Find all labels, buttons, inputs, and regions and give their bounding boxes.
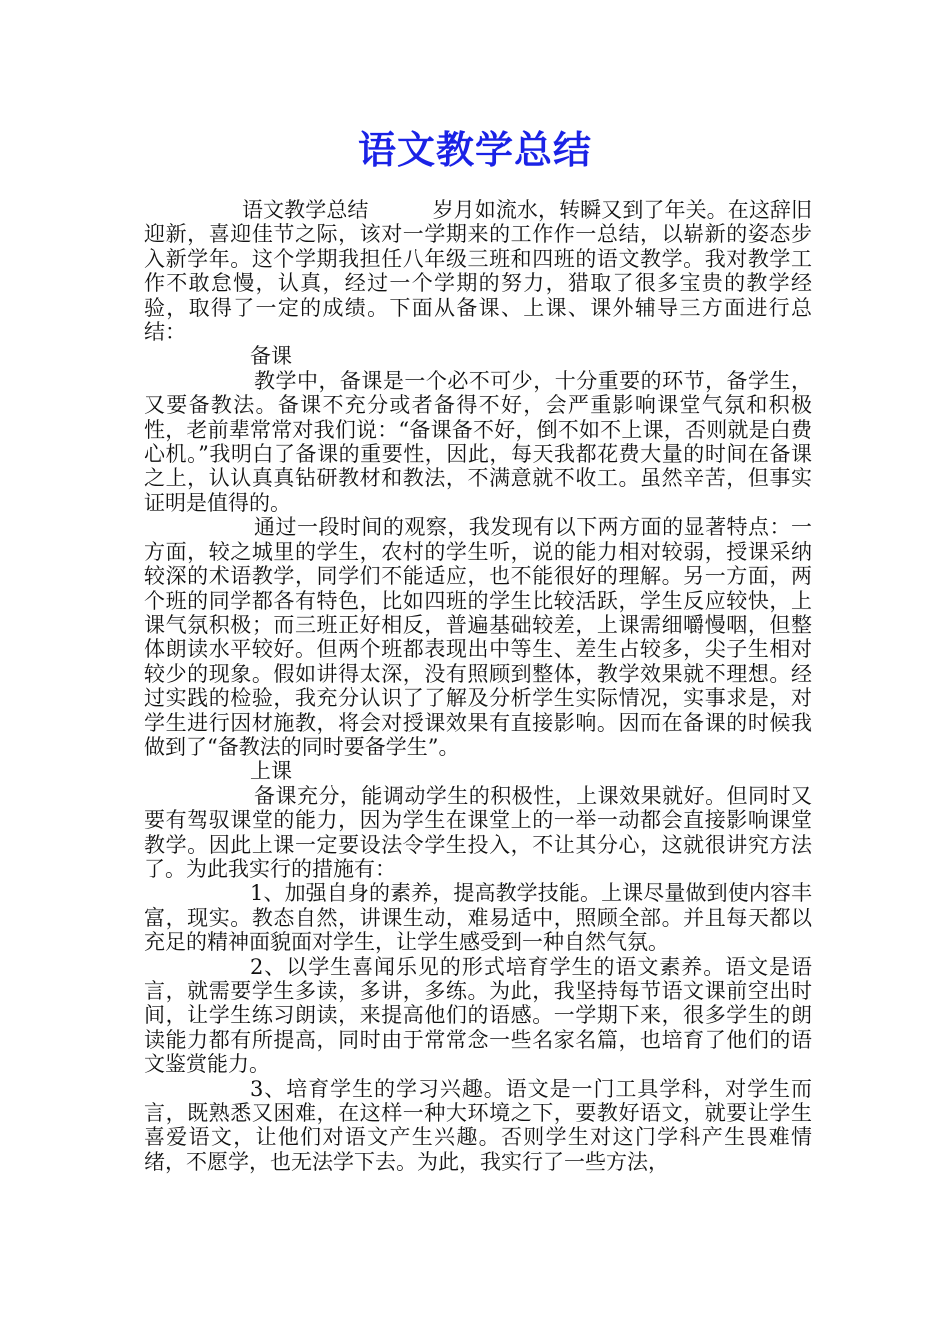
section-heading-teaching: 上课	[250, 759, 292, 784]
preparation-paragraph-1: 教学中，备课是一个必不可少，十分重要的环节，备学生，又要备教法。备课不充分或者备得不好，会严重影响课堂气氛和积极性，老前辈常常对我们说：“备课备不好，倒不如不上课，否则就是白费心机。”我明白了备课的重要性，因此，每天我都花费大量的时间在备课之上，认认真真钻研教材和教法，不满意就不收工。虽然辛苦，但事实证明是值得的。	[144, 368, 812, 515]
section-heading-preparation: 备课	[250, 344, 292, 369]
intro-label: 语文教学总结	[242, 198, 369, 222]
teaching-paragraph-1: 备课充分，能调动学生的积极性，上课效果就好。但同时又要有驾驭课堂的能力，因为学生在课堂上的一举一动都会直接影响课堂教学。因此上课一定要设法令学生投入，不让其分心，这就很讲究方法了。为此我实行的措施有：	[144, 783, 812, 881]
document-body	[144, 198, 812, 1174]
measure-item-3: 3、培育学生的学习兴趣。语文是一门工具学科，对学生而言，既熟悉又困难，在这样一种大环境之下，要教好语文，就要让学生喜爱语文，让他们对语文产生兴趣。否则学生对这门学科产生畏难情绪，不愿学，也无法学下去。为此，我实行了一些方法，	[144, 1076, 812, 1174]
measure-item-2: 2、以学生喜闻乐见的形式培育学生的语文素养。语文是语言，就需要学生多读，多讲，多练。为此，我坚持每节语文课前空出时间，让学生练习朗读，来提高他们的语感。一学期下来，很多学生的朗读能力都有所提高，同时由于常常念一些名家名篇，也培育了他们的语文鉴赏能力。	[144, 954, 812, 1077]
preparation-paragraph-2: 通过一段时间的观察，我发现有以下两方面的显著特点：一方面，较之城里的学生，农村的学生听，说的能力相对较弱，授课采纳较深的术语教学，同学们不能适应，也不能很好的理解。另一方面，两个班的同学都各有特色，比如四班的学生比较活跃，学生反应较快，上课气氛积极；而三班正好相反，普遍基础较差，上课需细嚼慢咽，但整体朗读水平较好。但两个班都表现出中等生、差生占较多，尖子生相对较少的现象。假如讲得太深，没有照顾到整体，教学效果就不理想。经过实践的检验，我充分认识了了解及分析学生实际情况，实事求是，对学生进行因材施教，将会对授课效果有直接影响。因而在备课的时候我做到了“备教法的同时要备学生”。	[144, 515, 812, 759]
intro-text: 岁月如流水，转瞬又到了年关。在这辞旧迎新，喜迎佳节之际，该对一学期来的工作作一总结，以崭新的姿态步入新学年。这个学期我担任八年级三班和四班的语文教学。我对教学工作不敢怠慢，认真，经过一个学期的努力，猎取了很多宝贵的教学经验，取得了一定的成绩。下面从备课、上课、课外辅导三方面进行总结：	[144, 198, 812, 345]
measure-item-1: 1、加强自身的素养，提高教学技能。上课尽量做到使内容丰富，现实。教态自然，讲课生动，难易适中，照顾全部。并且每天都以充足的精神面貌面对学生，让学生感受到一种自然气氛。	[144, 881, 812, 955]
intro-paragraph	[144, 198, 812, 344]
document-title: 语文教学总结	[357, 127, 592, 172]
